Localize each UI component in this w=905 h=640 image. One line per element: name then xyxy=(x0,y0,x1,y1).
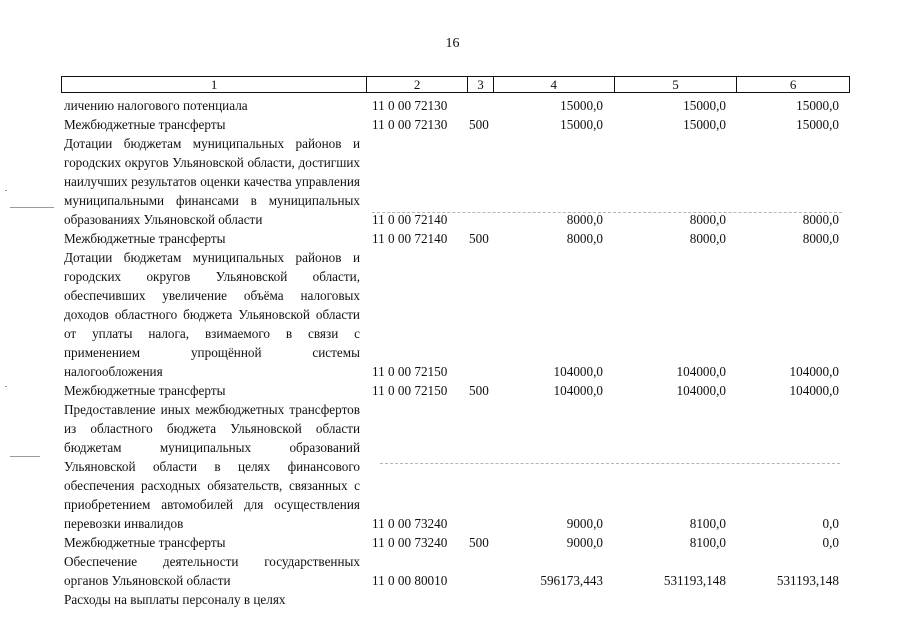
row-value-col4: 8000,0 xyxy=(566,231,603,246)
row-value-col6: 0,0 xyxy=(822,516,839,531)
row-value-col5: 15000,0 xyxy=(683,98,726,113)
row-value-col4: 15000,0 xyxy=(560,117,603,132)
table-row xyxy=(0,381,905,400)
row-description: личению налогового потенциала xyxy=(64,98,248,113)
table-row xyxy=(0,134,905,229)
row-value-col4: 104000,0 xyxy=(553,383,603,398)
table-row xyxy=(0,248,905,381)
row-code: 11 0 00 72140 xyxy=(372,231,448,246)
table-row xyxy=(0,229,905,248)
scan-artifact xyxy=(372,212,842,213)
row-value-col4: 15000,0 xyxy=(560,98,603,113)
row-type: 500 xyxy=(469,231,489,246)
row-code: 11 0 00 72140 xyxy=(372,212,448,227)
row-code: 11 0 00 72130 xyxy=(372,117,448,132)
scan-artifact xyxy=(10,456,40,457)
scan-artifact xyxy=(10,207,54,208)
column-header-2: 2 xyxy=(367,77,468,92)
row-value-col4: 8000,0 xyxy=(566,212,603,227)
row-value-col6: 15000,0 xyxy=(796,98,839,113)
row-value-col6: 8000,0 xyxy=(802,231,839,246)
scan-artifact xyxy=(5,386,7,387)
column-header-4: 4 xyxy=(494,77,615,92)
row-value-col6: 0,0 xyxy=(822,535,839,550)
row-description: Дотации бюджетам муниципальных районов и городских округов Ульяновской области, достигших наилучших результатов оценки качества управления муниципальными финансами в муниципальных образованиях Ульяновской области xyxy=(64,136,360,227)
table-row xyxy=(0,400,905,533)
row-value-col5: 104000,0 xyxy=(676,364,726,379)
row-type: 500 xyxy=(469,535,489,550)
table-row xyxy=(0,96,905,115)
row-description: Межбюджетные трансферты xyxy=(64,231,226,246)
row-code: 11 0 00 72130 xyxy=(372,98,448,113)
scan-artifact xyxy=(5,190,7,191)
row-description: Межбюджетные трансферты xyxy=(64,117,226,132)
row-value-col5: 8000,0 xyxy=(689,212,726,227)
row-value-col4: 104000,0 xyxy=(553,364,603,379)
row-code: 11 0 00 73240 xyxy=(372,535,448,550)
row-value-col6: 15000,0 xyxy=(796,117,839,132)
table-row xyxy=(0,590,905,609)
row-code: 11 0 00 72150 xyxy=(372,383,448,398)
row-value-col6: 104000,0 xyxy=(789,383,839,398)
row-value-col5: 531193,148 xyxy=(663,573,726,588)
row-code: 11 0 00 80010 xyxy=(372,573,448,588)
row-value-col5: 104000,0 xyxy=(676,383,726,398)
table-column-header xyxy=(61,76,850,93)
row-code: 11 0 00 72150 xyxy=(372,364,448,379)
row-value-col4: 9000,0 xyxy=(566,516,603,531)
row-type: 500 xyxy=(469,117,489,132)
row-description: Расходы на выплаты персоналу в целях xyxy=(64,592,286,607)
table-row xyxy=(0,533,905,552)
row-value-col5: 8100,0 xyxy=(689,535,726,550)
column-header-6: 6 xyxy=(789,77,797,92)
row-value-col5: 8100,0 xyxy=(689,516,726,531)
column-header-1: 1 xyxy=(62,77,367,92)
row-description: Предоставление иных межбюджетных трансфертов из областного бюджета Ульяновской области бюджетам муниципальных образований Ульяновской области в целях финансового обеспечения расходных обязательств, связанных с приобретением автомобилей для осуществления перевозки инвалидов xyxy=(64,402,360,531)
row-value-col6: 104000,0 xyxy=(789,364,839,379)
row-value-col6: 8000,0 xyxy=(802,212,839,227)
row-value-col6: 531193,148 xyxy=(776,573,839,588)
row-value-col5: 8000,0 xyxy=(689,231,726,246)
row-type: 500 xyxy=(469,383,489,398)
row-value-col4: 9000,0 xyxy=(566,535,603,550)
table-row xyxy=(0,552,905,590)
row-description: Обеспечение деятельности государственных органов Ульяновской области xyxy=(64,554,360,588)
row-description: Дотации бюджетам муниципальных районов и городских округов Ульяновской области, обеспечивших увеличение объёма налоговых доходов областного бюджета Ульяновской области от уплаты налога, взимаемого в связи с применением упрощённой системы налогообложения xyxy=(64,250,360,379)
row-value-col4: 596173,443 xyxy=(540,573,603,588)
page-number: 16 xyxy=(445,36,460,51)
budget-table-body xyxy=(0,96,905,609)
row-description: Межбюджетные трансферты xyxy=(64,383,226,398)
scan-artifact xyxy=(380,463,840,464)
column-header-3: 3 xyxy=(468,77,494,92)
row-description: Межбюджетные трансферты xyxy=(64,535,226,550)
column-header-5: 5 xyxy=(615,77,738,92)
row-code: 11 0 00 73240 xyxy=(372,516,448,531)
row-value-col5: 15000,0 xyxy=(683,117,726,132)
table-row xyxy=(0,115,905,134)
